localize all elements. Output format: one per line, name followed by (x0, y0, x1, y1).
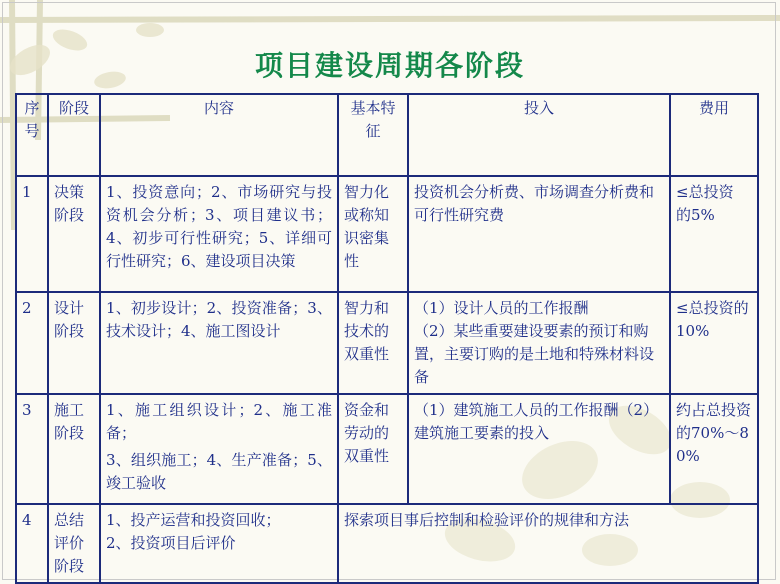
cell-stage: 决策阶段 (48, 176, 100, 292)
table-row (16, 292, 758, 394)
content-line: 1、投产运营和投资回收； (106, 511, 281, 529)
cell-stage: 总结评价阶段 (48, 504, 100, 583)
table-row (16, 504, 758, 583)
cell-cost: ≤总投资 的5% (670, 176, 758, 292)
input-line: （2）某些重要建设要素的预订和购置，主要订购的是土地和特殊材料设备 (414, 322, 655, 386)
header-seq: 序号 (16, 94, 48, 176)
cell-content (100, 394, 338, 504)
cell-feature: 资金和劳动的双重性 (338, 394, 408, 504)
cell-content: 1、初步设计；2、投资准备；3、技术设计；4、施工图设计 (100, 292, 338, 394)
cell-merged-summary: 探索项目事后控制和检验评价的规律和方法 (338, 504, 758, 583)
header-stage: 阶段 (48, 94, 100, 176)
cell-stage: 设计阶段 (48, 292, 100, 394)
cell-seq: 1 (16, 176, 48, 292)
table-header-row (16, 94, 758, 176)
cell-seq: 2 (16, 292, 48, 394)
project-stages-table (15, 93, 759, 584)
slide-title: 项目建设周期各阶段 (254, 49, 525, 82)
header-cost: 费用 (670, 94, 758, 176)
cell-input: 投资机会分析费、市场调查分析费和可行性研究费 (408, 176, 670, 292)
cell-input: （1）建筑施工人员的工作报酬（2）建筑施工要素的投入 (408, 394, 670, 504)
input-line: （1）设计人员的工作报酬 (414, 299, 589, 317)
cell-feature: 智力和技术的双重性 (338, 292, 408, 394)
table-row (16, 394, 758, 504)
content-line: 2、投资项目后评价 (106, 534, 236, 552)
cell-seq: 3 (16, 394, 48, 504)
cell-seq: 4 (16, 504, 48, 583)
cell-content (100, 504, 338, 583)
cell-content: 1、投资意向；2、市场研究与投资机会分析；3、项目建议书；4、初步可行性研究；5、详细可行性研究；6、建设项目决策 (100, 176, 338, 292)
content-line: 3、组织施工；4、生产准备；5、竣工验收 (106, 451, 332, 492)
header-input: 投入 (408, 94, 670, 176)
cell-cost: 约占总投资的70%～80% (670, 394, 758, 504)
header-feature: 基本特征 (338, 94, 408, 176)
table-row (16, 176, 758, 292)
cell-cost: ≤总投资的10% (670, 292, 758, 394)
cell-feature: 智力化或称知识密集性 (338, 176, 408, 292)
cell-input (408, 292, 670, 394)
cell-stage: 施工阶段 (48, 394, 100, 504)
content-line: 1、施工组织设计；2、施工准备； (106, 401, 332, 442)
header-content: 内容 (100, 94, 338, 176)
